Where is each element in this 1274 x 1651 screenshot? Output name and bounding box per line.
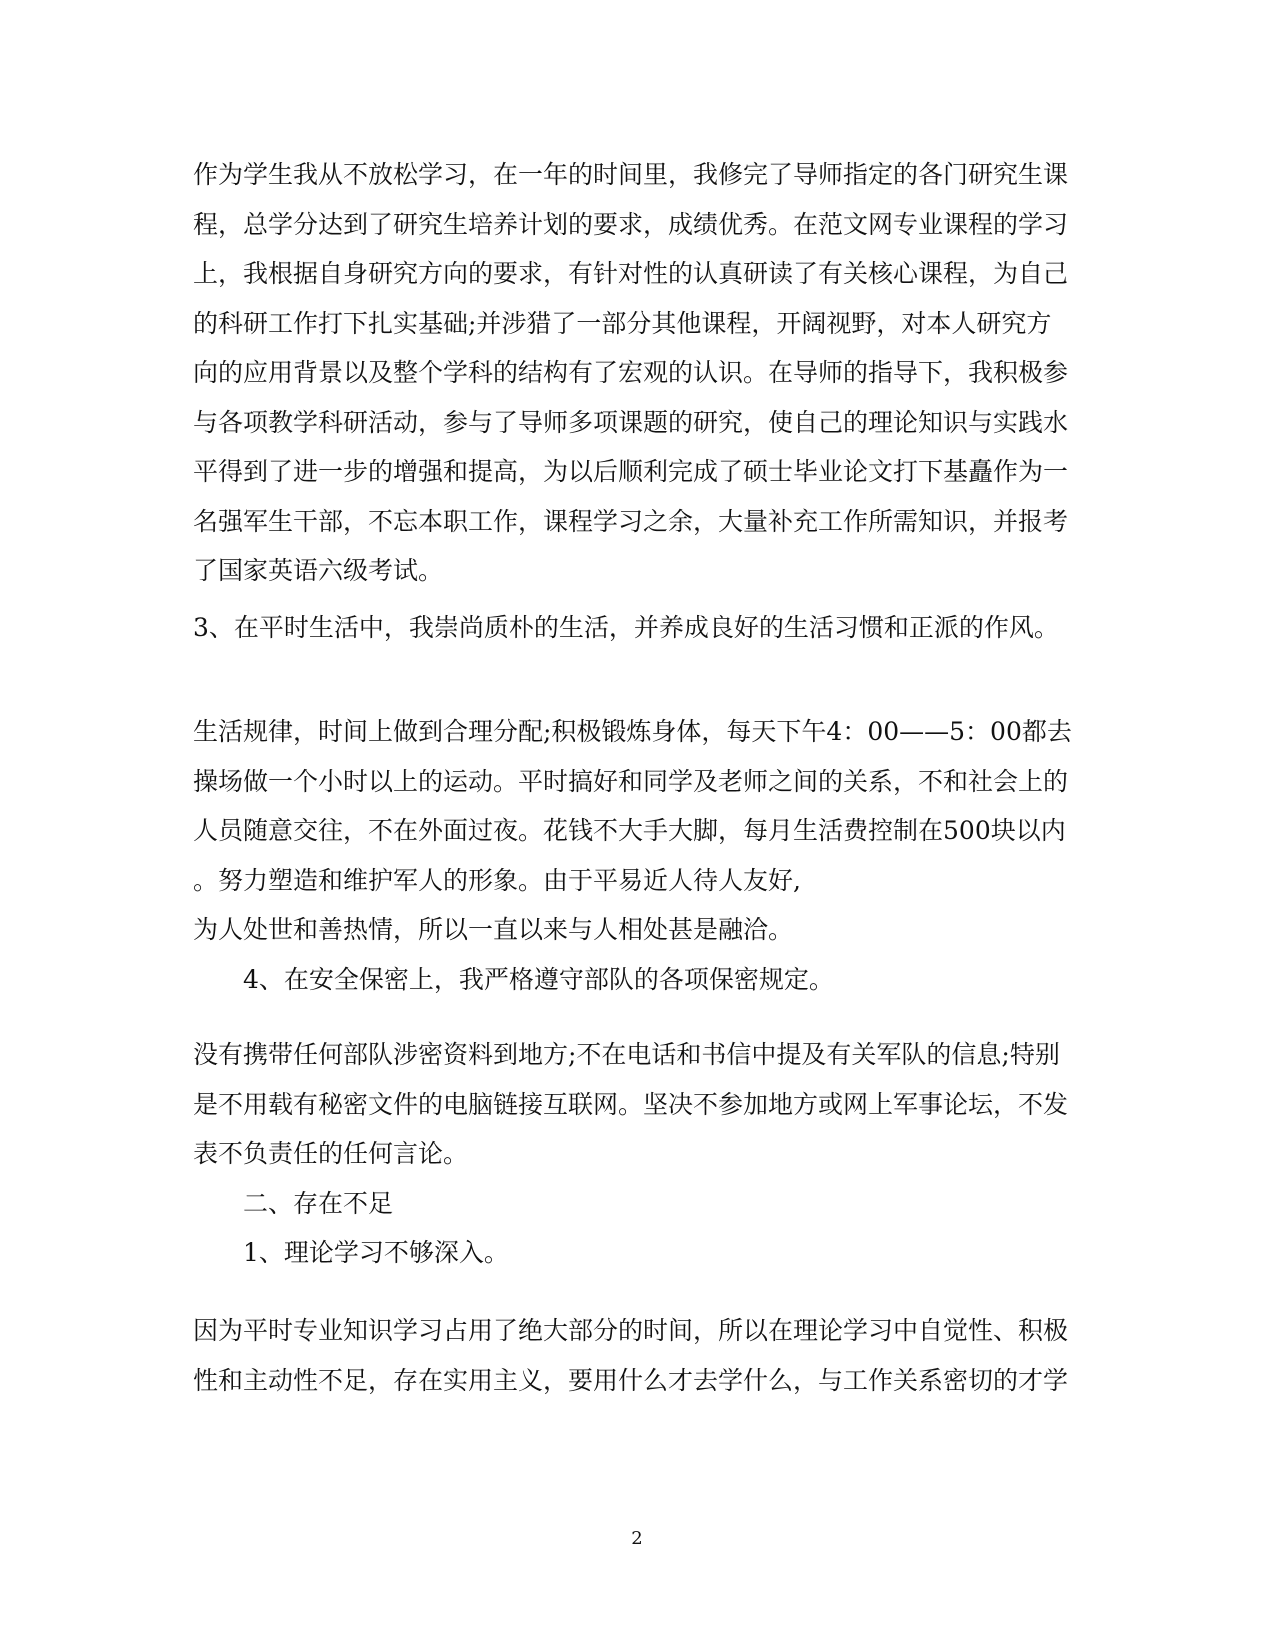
- page-number: 2: [631, 1528, 643, 1549]
- text-line: 没有携带任何部队涉密资料到地方;不在电话和书信中提及有关军队的信息;特别: [193, 1040, 1060, 1069]
- text-line: 了国家英语六级考试。: [193, 556, 444, 585]
- paragraph-life: [193, 707, 1073, 1004]
- text-line: 操场做一个小时以上的运动。平时搞好和同学及老师之间的关系，不和社会上的: [193, 766, 1069, 796]
- text-line: 程，总学分达到了研究生培养计划的要求，成绩优秀。在范文网专业课程的学习: [193, 209, 1069, 239]
- paragraph-shortcomings: [193, 1306, 1073, 1405]
- text-line: 人员随意交往，不在外面过夜。花钱不大手大脚，每月生活费控制在500块以内: [193, 816, 1066, 845]
- text-line: 的科研工作打下扎实基础;并涉猎了一部分其他课程，开阔视野，对本人研究方: [193, 308, 1052, 338]
- text-line: 表不负责任的任何言论。: [193, 1139, 469, 1168]
- text-line: 上，我根据自身研究方向的要求，有针对性的认真研读了有关核心课程，为自己: [193, 259, 1069, 288]
- text-line: 名强军生干部，不忘本职工作，课程学习之余，大量补充工作所需知识，并报考: [193, 506, 1069, 536]
- section-heading: 3、在平时生活中，我崇尚质朴的生活，并养成良好的生活习惯和正派的作风。: [193, 613, 1059, 642]
- text-line: 。努力塑造和维护军人的形象。由于平易近人待人友好,: [193, 865, 801, 895]
- section-heading: 二、存在不足: [243, 1188, 394, 1218]
- paragraph-life-heading: [193, 603, 1073, 653]
- paragraph-study: [193, 150, 1073, 596]
- text-line: 作为学生我从不放松学习，在一年的时间里，我修完了导师指定的各门研究生课: [193, 160, 1069, 189]
- text-line: 因为平时专业知识学习占用了绝大部分的时间，所以在理论学习中自觉性、积极: [193, 1316, 1069, 1345]
- text-line: 向的应用背景以及整个学科的结构有了宏观的认识。在导师的指导下，我积极参: [193, 358, 1069, 387]
- text-line: 平得到了进一步的增强和提高，为以后顺利完成了硕士毕业论文打下基矗作为一: [193, 457, 1069, 486]
- section-heading: 4、在安全保密上，我严格遵守部队的各项保密规定。: [243, 964, 834, 994]
- text-line: 是不用载有秘密文件的电脑链接互联网。坚决不参加地方或网上军事论坛，不发: [193, 1089, 1069, 1119]
- text-line: 与各项教学科研活动，参与了导师多项课题的研究，使自己的理论知识与实践水: [193, 407, 1069, 437]
- text-line: 性和主动性不足，存在实用主义，要用什么才去学什么，与工作关系密切的才学: [193, 1365, 1069, 1395]
- text-line: 生活规律，时间上做到合理分配;积极锻炼身体，每天下午4：00——5：00都去: [193, 717, 1072, 746]
- paragraph-security: [193, 1030, 1073, 1278]
- section-heading: 1、理论学习不够深入。: [243, 1238, 509, 1267]
- text-line: 为人处世和善热情，所以一直以来与人相处甚是融洽。: [193, 915, 794, 944]
